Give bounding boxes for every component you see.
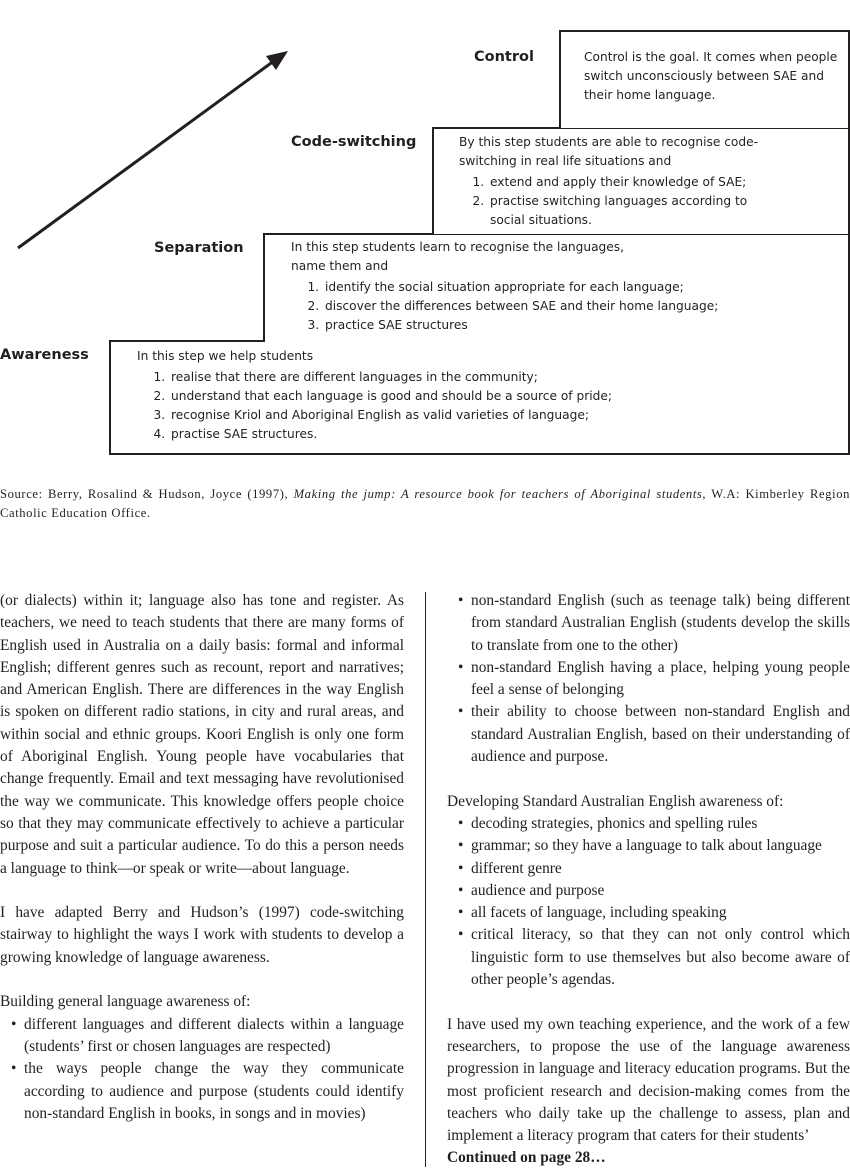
- bullet-list: [447, 813, 850, 991]
- left-column: [0, 590, 404, 1125]
- list-item: • grammar; so they have a language to talk about language: [447, 835, 850, 857]
- step-item: 3. practice SAE structures: [323, 316, 841, 335]
- continued-link[interactable]: Continued on page 28…: [447, 1149, 606, 1167]
- step-label-separation: Separation: [154, 240, 244, 256]
- list-item: • audience and purpose: [447, 880, 850, 902]
- list-item: • decoding strategies, phonics and spelling rules: [447, 813, 850, 835]
- step-item: 2. discover the differences between SAE and their home language;: [323, 297, 841, 316]
- list-heading: Developing Standard Australian English awareness of:: [447, 792, 784, 810]
- step-label-code-switching: Code-switching: [291, 134, 417, 150]
- bullet-icon: •: [11, 1060, 17, 1078]
- list-item: • non-standard English having a place, helping young people feel a sense of belonging: [458, 658, 850, 699]
- body-paragraph: (or dialects) within it; language also has tone and register. As teachers, we need to teach students that there are many forms of English used in Australia on a daily basis: formal and informal English; different genres such as recount, report and narratives; and American English. There are differences in the way English is spoken on different radio stations, in city and rural areas, and within social and ethnic groups. Koori English is only one form of Aboriginal English. Young people have vocabularies that change frequently. Email and text messaging have revolutionised the way we communicate. This knowledge offers people choice so that they may communicate effectively to achieve a particular purpose and suit a particular audience. To do this a person needs a language to think—or speak or write—about language.: [0, 592, 404, 877]
- bullet-icon: •: [458, 658, 464, 676]
- step-item: 2. understand that each language is good and should be a source of pride;: [169, 387, 837, 406]
- list-item: • their ability to choose between non-standard English and standard Australian English, based on their understanding of audience and purpose.: [458, 703, 850, 766]
- column-divider: [425, 592, 426, 1167]
- step-text-code-switching: [459, 133, 799, 230]
- step-item: 2. practise switching languages according to social situations.: [488, 192, 758, 230]
- step-label-awareness: Awareness: [0, 347, 89, 363]
- list-item: • the ways people change the way they communicate according to audience and purpose (students could identify non-standard English in books, in songs and in movies): [11, 1060, 404, 1122]
- source-citation: [0, 485, 850, 523]
- bullet-icon: •: [11, 1015, 17, 1033]
- step-item: 1. extend and apply their knowledge of SAE;: [488, 173, 758, 192]
- bullet-icon: •: [458, 703, 464, 721]
- step-text-separation: [291, 238, 651, 276]
- bullet-list: [447, 590, 850, 768]
- list-item: • different languages and different dialects within a language (students’ first or chosen languages are respected): [11, 1015, 404, 1055]
- body-paragraph: I have adapted Berry and Hudson’s (1997) code-switching stairway to highlight the ways I work with students to develop a growing knowledge of language awareness.: [0, 904, 404, 966]
- source-suffix: , W.A: Kimberley Region Catholic Education Office.: [0, 487, 850, 520]
- bullet-list: [0, 1014, 404, 1125]
- step-text-control: [584, 48, 846, 105]
- source-prefix: Source: Berry, Rosalind & Hudson, Joyce (1997),: [0, 487, 294, 501]
- step-item: 4. practise SAE structures.: [169, 425, 837, 444]
- step-label-control: Control: [474, 49, 534, 65]
- bullet-icon: •: [458, 926, 464, 944]
- step-list-separation: [291, 278, 841, 335]
- bullet-icon: •: [458, 881, 464, 899]
- bullet-icon: •: [458, 837, 464, 855]
- step-text-awareness: [137, 347, 837, 444]
- list-item: • non-standard English (such as teenage talk) being different from standard Australian English (students develop the skills to translate from one to the other): [458, 592, 850, 654]
- bullet-icon: •: [458, 814, 464, 832]
- step-intro: In this step students learn to recognise the languages, name them and: [291, 240, 625, 273]
- list-item: • all facets of language, including speaking: [447, 902, 850, 924]
- step-item: 3. recognise Kriol and Aboriginal English as valid varieties of language;: [169, 406, 837, 425]
- list-item: • critical literacy, so that they can not only control which linguistic form to use themselves but also become aware of other people’s agendas.: [458, 926, 850, 989]
- body-paragraph: I have used my own teaching experience, and the work of a few researchers, to propose the use of the language awareness progression in language and literacy education programs. But the most proficient research and decision-making comes from the teachers who daily take up the challenge to assess, plan and implement a literacy program that caters for their students’: [447, 1015, 850, 1145]
- bullet-icon: •: [458, 592, 464, 609]
- list-heading: Building general language awareness of:: [0, 993, 251, 1011]
- source-title: Making the jump: A resource book for teachers of Aboriginal students: [293, 487, 703, 501]
- list-item: • different genre: [447, 858, 850, 880]
- step-item: 1. identify the social situation appropriate for each language;: [323, 278, 841, 297]
- progress-arrow-icon: [0, 0, 300, 260]
- step-intro: By this step students are able to recognise code-switching in real life situations and: [459, 135, 759, 168]
- step-intro: Control is the goal. It comes when people switch unconsciously between SAE and their home language.: [584, 50, 838, 102]
- right-column: [447, 590, 850, 1170]
- bullet-icon: •: [458, 859, 464, 877]
- bullet-icon: •: [458, 904, 464, 922]
- step-item: 1. realise that there are different languages in the community;: [169, 368, 837, 387]
- step-intro: In this step we help students: [137, 349, 314, 363]
